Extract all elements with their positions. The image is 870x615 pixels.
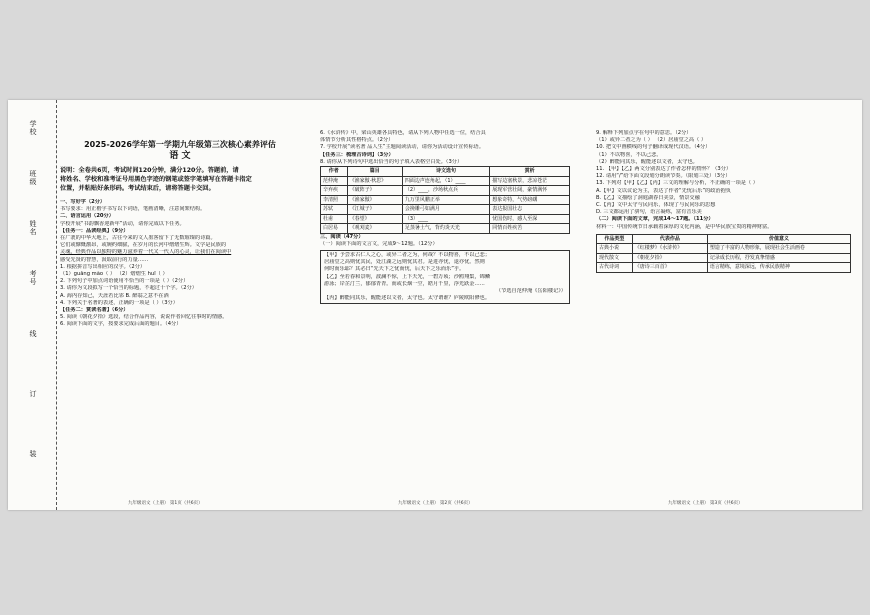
table-header: 篇目 (347, 167, 402, 177)
question: 10. 把文中画横线的句子翻译成现代汉语。（4分） (596, 144, 711, 151)
binding-label: 线 (29, 330, 37, 338)
question: A. 海内存知己，天涯若比邻 B. 醉翁之意不在酒 (60, 292, 169, 299)
table-cell: 四面边声连角起，（1）____ (402, 176, 489, 186)
table-cell: 足蒸暑土气，背灼炎天光 (402, 224, 489, 234)
option: B.【乙】文描绘了洞庭湖春日美景，情景交融 (596, 194, 700, 201)
text-line: 它们或慷慨激昂，或婉约细腻，在岁月的长河中熠熠生辉。文学是民族的 (60, 242, 227, 249)
exam-notice (60, 166, 300, 193)
question: （2）醉能同其乐，醒能述以文者，太守也。 (596, 158, 698, 165)
table-header: 代表作品 (632, 234, 707, 244)
text-line: 感受先贤的智慧，汲取前行的力量…… (60, 256, 149, 263)
question: 7. 学校开展“读名著 品人生”主题阅读活动，请你为活动设计宣传标语。 (320, 144, 485, 151)
table-cell: （2）____，沙场秋点兵 (402, 186, 489, 196)
section-heading: （二）阅读下面的文章，完成14～17题。（11分） (596, 216, 714, 223)
page-1-column (60, 130, 300, 502)
table-cell: 现代散文 (597, 253, 633, 263)
table-cell: 《唐诗三百首》 (632, 263, 707, 273)
table-row (321, 205, 570, 215)
table-cell: 范仲淹 (321, 176, 348, 186)
poetry-table (320, 166, 570, 234)
works-table (596, 234, 851, 273)
table-cell: 古典小说 (597, 244, 633, 254)
table-cell: 白居易 (321, 224, 348, 234)
binding-label: 班级 (29, 170, 37, 186)
task-heading: 【任务三：梳理古诗词】（3分） (320, 151, 394, 158)
binding-label: 学校 (29, 120, 37, 136)
binding-margin (22, 100, 57, 510)
text-line: 【丙】醉能同其乐，醒能述以文者，太守也。太守谓谁？庐陵欧阳修也。 (324, 295, 491, 302)
text-line: 【乙】至若春和景明，波澜不惊，上下天光，一碧万顷；沙鸥翔集，锦鳞 (324, 273, 491, 280)
table-cell: 表达报国壮志 (490, 205, 570, 215)
table-cell: 记录成长历程，抒发真挚情感 (707, 253, 850, 263)
table-row (597, 253, 851, 263)
table-cell: 《观刈麦》 (347, 224, 402, 234)
text-line: 何时而乐耶？其必曰“先天下之忧而忧，后天下之乐而乐”乎。 (324, 266, 465, 273)
table-header: 诗文选句 (402, 167, 489, 177)
table-cell: 辛弃疾 (321, 186, 348, 196)
table-cell: 《破阵子》 (347, 186, 402, 196)
table-header: 价值意义 (707, 234, 850, 244)
subject-title: 语 文 (169, 151, 191, 161)
question: （1）或异二者之为（ ） （2）居庙堂之高（ ） (596, 137, 707, 144)
table-header: 赏析 (490, 167, 570, 177)
binding-label: 订 (29, 390, 37, 398)
table-row (321, 186, 570, 196)
section-heading: 一、写好字（2分） (60, 199, 106, 205)
page-footer: 九年级语文（上册） 第1页（共6页） (128, 501, 203, 506)
question: 3. 请你为文段拟写一个恰当的标题，不超过十个字。（2分） (60, 285, 197, 292)
table-cell: 《江城子》 (347, 205, 402, 215)
question: 13. 下列对【甲】【乙】【丙】三文的理解与分析，不正确的一项是（ ） (596, 180, 758, 187)
question: 12. 请用“/”给下面文段划分朗读节奏。（限划三处）（3分） (596, 173, 731, 180)
table-cell: 想象奇特，气势磅礴 (490, 195, 570, 205)
page-3-column (596, 130, 851, 502)
table-row (321, 224, 570, 234)
question: 8. 请你从下列诗句中选出恰当的句子填入表格空白处。（3分） (320, 158, 463, 165)
table-row (321, 195, 570, 205)
question: 6. 阅读下面的文字，按要求完成后面的题目。（4分） (60, 321, 182, 328)
table-header: 作品类型 (597, 234, 633, 244)
notice-line: 说明：全卷共6页，考试时间120分钟，满分120分。答题前，请 (60, 167, 239, 174)
text-line: 材料一：中国传统节日承载着深厚的文化内涵，是中华民族宝贵的精神财富。 (596, 223, 773, 230)
task-heading: 【任务二：赏读名著】（6分） (60, 307, 129, 314)
table-cell: 苏轼 (321, 205, 348, 215)
page-footer: 九年级语文（上册） 第2页（共6页） (398, 501, 473, 506)
table-cell: 展现军营壮阔，豪情满怀 (490, 186, 570, 196)
text-line: 【甲】予尝求古仁人之心，或异二者之为，何哉？不以物喜，不以己悲； (324, 251, 491, 258)
table-cell: 《渔家傲·秋思》 (347, 176, 402, 186)
question: 4. 下列关于名著的表述，正确的一项是（ ）（3分） (60, 299, 178, 306)
table-cell: （3）____ (402, 214, 489, 224)
table-cell: 《红楼梦》《水浒传》 (632, 244, 707, 254)
binding-label: 装 (29, 450, 37, 458)
table-row (321, 176, 570, 186)
text-line: 在广袤的中华大地上，古往今来的文人墨客留下了无数璀璨的诗篇。 (60, 235, 216, 242)
question: 1. 根据拼音写出相应的汉字。（2分） (60, 263, 146, 270)
question: 5. 阅读《朝花夕拾》选段，结合作品内容，说说作者回忆往事时的情感。 (60, 314, 228, 321)
table-cell: 忧国伤时，感人至深 (490, 214, 570, 224)
table-cell: 描写边塞秋景，悲凉苍茫 (490, 176, 570, 186)
table-cell: 会挽雕弓如满月 (402, 205, 489, 215)
table-cell: 塑造了丰富的人物形象，展现社会生活画卷 (707, 244, 850, 254)
question: 11. 【甲】【乙】两文分别表达了作者怎样的情怀？（3分） (596, 166, 732, 173)
table-cell: 《渔家傲》 (347, 195, 402, 205)
table-cell: 杜甫 (321, 214, 348, 224)
table-cell: 李清照 (321, 195, 348, 205)
option: C.【丙】文中太守与民同乐，体现了与民同乐的思想 (596, 202, 716, 209)
page-2-column (320, 130, 570, 502)
question: （1）guǎng mào（ ） （2）熠熠生 huī（ ） (60, 271, 168, 278)
question: 9. 解释下列加点字在句中的意思。（2分） (596, 130, 692, 136)
text-line: 游泳；岸芷汀兰，郁郁青青。而或长烟一空，皓月千里，浮光跃金…… (324, 280, 485, 287)
table-cell: 古代诗词 (597, 263, 633, 273)
task-heading: 【任务一：品读经典】（9分） (60, 227, 129, 234)
text-line: 灵魂，经典作品以独特的魅力滋养着一代又一代人的心灵，让我们在阅读中 (60, 249, 232, 256)
page-footer: 九年级语文（上册） 第3页（共6页） (668, 501, 743, 506)
section-heading: 三、阅读（47分） (320, 233, 364, 240)
notice-line: 将姓名、学校和准考证号用黑色字迹的钢笔或签字笔填写在答题卡指定 (60, 176, 252, 183)
option: A.【甲】文以议论为主，表达了作者“先忧后乐”的政治抱负 (596, 187, 731, 194)
source-note: （节选自范仲淹《岳阳楼记》） (495, 287, 566, 294)
question: （一）阅读下面的文言文，完成9～12题。（12分） (320, 240, 438, 247)
table-header: 作者 (321, 167, 348, 177)
option: D. 三文都运用了骈句，语言凝练，富有音乐美 (596, 209, 702, 216)
table-cell: 《朝花夕拾》 (632, 253, 707, 263)
section-heading: 二、语言运用（20分） (60, 213, 114, 220)
exam-sheet (8, 100, 862, 510)
text-line: 居庙堂之高则忧其民，处江湖之远则忧其君。是进亦忧，退亦忧。然则 (324, 259, 485, 266)
table-cell: 九万里风鹏正举 (402, 195, 489, 205)
question: （1）不以物喜，不以己悲。 (596, 151, 662, 158)
classical-text-box (320, 250, 570, 304)
table-cell: 同情百姓疾苦 (490, 224, 570, 234)
table-cell: 语言精练，意境深远，传承民族精神 (707, 263, 850, 273)
binding-label: 姓名 (29, 220, 37, 236)
notice-line: 位置，并粘贴好条形码。考试结束后，请将答题卡交回。 (60, 185, 215, 192)
table-row (321, 214, 570, 224)
binding-label: 考号 (29, 270, 37, 286)
question: 6.《水浒传》中，梁山英雄各具特色，请从下列人物中任选一位，结合具 (320, 130, 486, 136)
exam-title: 2025-2026学年第一学期九年级第三次核心素养评估 (84, 140, 276, 149)
question: 2. 下列句子中加点词语使用不恰当的一项是（ ）（2分） (60, 278, 189, 285)
table-row (597, 244, 851, 254)
text-line: 书写要求：用正楷字书写以下词语，笔画清晰，注意间架结构。 (60, 206, 206, 213)
text-line: 学校开展“书韵飘香迎新年”活动，请你完成以下任务。 (60, 220, 185, 227)
table-row (597, 263, 851, 273)
table-cell: 《春望》 (347, 214, 402, 224)
question: 体情节分析其性格特点。（2分） (320, 137, 394, 144)
